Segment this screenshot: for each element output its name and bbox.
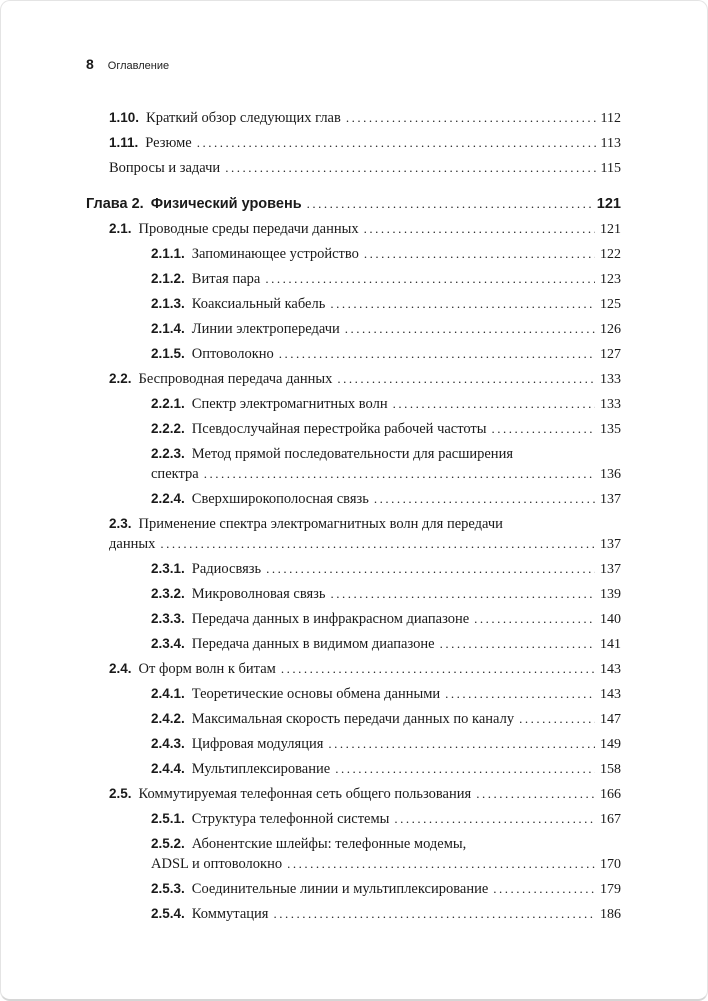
entry-title: Физический уровень [150,196,302,212]
entry-page: 158 [600,762,621,777]
entry-number: 2.5.1. [151,811,185,826]
dot-leader [330,292,595,316]
entry-title: Абонентские шлейфы: телефонные модемы, [191,836,467,852]
dot-leader [345,317,595,341]
entry-page: 147 [600,712,621,727]
entry-title: Коммутируемая телефонная сеть общего пользования [138,786,472,802]
entry-number: 2.2.2. [151,421,185,436]
entry-title: От форм волн к битам [138,661,276,677]
entry-number: 2.3.3. [151,611,185,626]
entry-number: 2.2.1. [151,396,185,411]
toc-entry[interactable] [86,367,621,392]
entry-title: Передача данных в инфракрасном диапазоне [191,611,470,627]
entry-page: 125 [600,297,621,312]
entry-page: 127 [600,347,621,362]
entry-page: 115 [600,161,621,176]
entry-title: Соединительные линии и мультиплексирование [191,881,489,897]
toc-chapter-entry[interactable] [86,191,621,217]
entry-page: 170 [600,857,621,872]
entry-page: 122 [600,247,621,262]
dot-leader [273,902,595,926]
entry-title: Проводные среды передачи данных [138,221,359,237]
dot-leader [279,342,595,366]
entry-number: 2.4.2. [151,711,185,726]
entry-title: Мультиплексирование [191,761,331,777]
entry-page: 137 [600,537,621,552]
dot-leader [307,191,592,217]
entry-number: 2.3.2. [151,586,185,601]
entry-title: Микроволновая связь [191,586,326,602]
entry-title-continued: ADSL и оптоволокно [151,856,283,872]
dot-leader [335,757,595,781]
dot-leader [374,487,595,511]
entry-number: 2.1.3. [151,296,185,311]
entry-title-continued: данных [109,536,156,552]
entry-number: 2.5. [109,786,132,801]
entry-title: Передача данных в видимом диапазоне [191,636,435,652]
dot-leader [287,852,595,876]
dot-leader [393,392,595,416]
entry-page: 135 [600,422,621,437]
dot-leader [364,242,595,266]
toc-entry[interactable] [86,342,621,367]
entry-title: Спектр электромагнитных волн [191,396,388,412]
entry-number: 2.1.4. [151,321,185,336]
toc-entry[interactable] [86,442,621,487]
dot-leader [337,367,595,391]
dot-leader [394,807,595,831]
entry-page: 149 [600,737,621,752]
dot-leader [204,462,595,486]
dot-leader [225,156,595,180]
entry-title: Витая пара [191,271,261,287]
entry-page: 126 [600,322,621,337]
entry-page: 179 [600,882,621,897]
entry-number: 2.4.3. [151,736,185,751]
entry-number: 2.2.3. [151,446,185,461]
toc-entry[interactable] [86,317,621,342]
toc-entry[interactable] [86,106,621,131]
toc-entry[interactable] [86,902,621,927]
dot-leader [445,682,595,706]
toc-entry[interactable] [86,807,621,832]
dot-leader [328,732,595,756]
entry-page: 143 [600,687,621,702]
entry-title: Беспроводная передача данных [138,371,333,387]
dot-leader [281,657,595,681]
dot-leader [197,131,596,155]
entry-page: 123 [600,272,621,287]
entry-number: 2.4. [109,661,132,676]
page-header [86,56,621,72]
entry-title: Резюме [145,135,192,151]
entry-page: 133 [600,372,621,387]
entry-page: 141 [600,637,621,652]
toc-entry[interactable] [86,292,621,317]
running-title: Оглавление [107,60,170,72]
entry-number: 2.4.4. [151,761,185,776]
toc-entry[interactable] [86,682,621,707]
entry-title: Метод прямой последовательности для расширения [191,446,513,462]
toc-entry[interactable] [86,632,621,657]
entry-title: Применение спектра электромагнитных волн для передачи [138,516,503,532]
toc-entry[interactable] [86,512,621,557]
entry-page: 137 [600,562,621,577]
entry-number: 2.1.5. [151,346,185,361]
entry-page: 136 [600,467,621,482]
entry-title: Структура телефонной системы [191,811,390,827]
entry-page: 186 [600,907,621,922]
dot-leader [346,106,596,130]
toc-entry[interactable] [86,782,621,807]
toc-entry[interactable] [86,707,621,732]
entry-title: Оптоволокно [191,346,274,362]
toc-entry[interactable] [86,242,621,267]
dot-leader [331,582,595,606]
dot-leader [265,267,595,291]
entry-number: 2.3.4. [151,636,185,651]
entry-number: 2.5.3. [151,881,185,896]
toc-entry[interactable] [86,657,621,682]
entry-page: 139 [600,587,621,602]
toc-entry[interactable] [86,267,621,292]
dot-leader [519,707,595,731]
entry-title: Запоминающее устройство [191,246,359,262]
table-of-contents [86,106,621,927]
entry-number: 2.1.2. [151,271,185,286]
entry-page: 121 [596,196,621,212]
entry-number: 2.4.1. [151,686,185,701]
toc-entry[interactable] [86,487,621,512]
toc-entry[interactable] [86,417,621,442]
entry-page: 166 [600,787,621,802]
entry-number: 2.2.4. [151,491,185,506]
entry-title: Линии электропередачи [191,321,340,337]
toc-entry[interactable] [86,832,621,877]
toc-entry[interactable] [86,607,621,632]
toc-entry[interactable] [86,877,621,902]
entry-title: Радиосвязь [191,561,262,577]
dot-leader [476,782,595,806]
entry-page: 121 [600,222,621,237]
toc-entry[interactable] [86,557,621,582]
entry-title: Сверхширокополосная связь [191,491,369,507]
dot-leader [474,607,595,631]
entry-title: Цифровая модуляция [191,736,324,752]
entry-number: 2.3. [109,516,132,531]
entry-page: 143 [600,662,621,677]
entry-number: 2.2. [109,371,132,386]
entry-title: Максимальная скорость передачи данных по каналу [191,711,515,727]
entry-page: 113 [600,136,621,151]
entry-title: Псевдослучайная перестройка рабочей частоты [191,421,487,437]
entry-number: 2.3.1. [151,561,185,576]
entry-title: Коаксиальный кабель [191,296,326,312]
dot-leader [493,877,595,901]
entry-number: 2.5.2. [151,836,185,851]
dot-leader [492,417,595,441]
toc-entry[interactable] [86,757,621,782]
entry-page: 133 [600,397,621,412]
page-number: 8 [86,56,94,72]
toc-entry[interactable] [86,582,621,607]
entry-number: 2.1. [109,221,132,236]
entry-number: Глава 2. [86,196,144,212]
entry-page: 112 [600,111,621,126]
dot-leader [440,632,595,656]
toc-entry[interactable] [86,392,621,417]
entry-page: 140 [600,612,621,627]
entry-page: 167 [600,812,621,827]
entry-title: Теоретические основы обмена данными [191,686,441,702]
entry-title-continued: спектра [151,466,199,482]
toc-entry[interactable] [86,217,621,242]
dot-leader [160,532,595,556]
entry-title: Коммутация [191,906,269,922]
toc-entry[interactable] [86,131,621,156]
dot-leader [266,557,595,581]
dot-leader [364,217,595,241]
entry-number: 1.11. [109,135,139,150]
entry-title: Краткий обзор следующих глав [146,110,341,126]
entry-number: 2.1.1. [151,246,185,261]
entry-page: 137 [600,492,621,507]
toc-entry[interactable] [86,732,621,757]
entry-number: 2.5.4. [151,906,185,921]
entry-number: 1.10. [109,110,140,125]
entry-title: Вопросы и задачи [109,160,221,176]
toc-entry[interactable] [86,156,621,181]
